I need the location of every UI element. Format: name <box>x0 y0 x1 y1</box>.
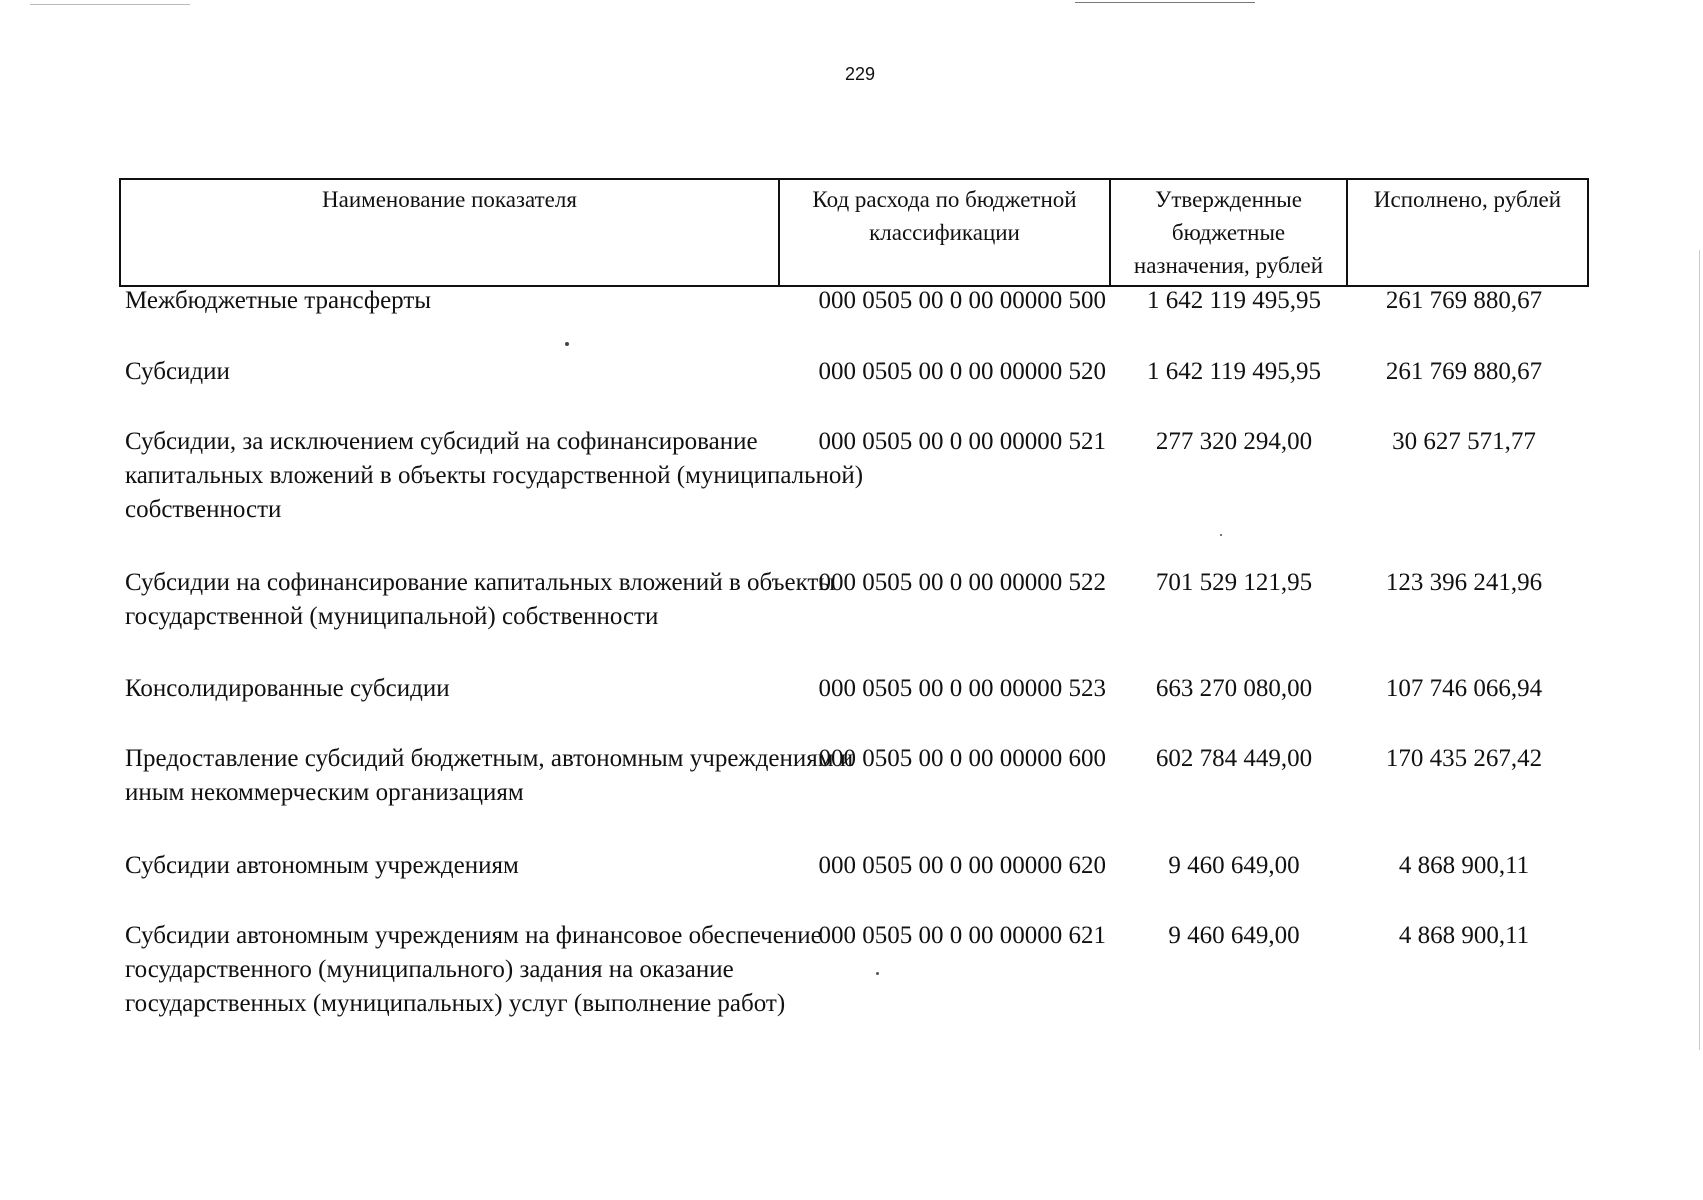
row-approved: 9 460 649,00 <box>1168 922 1300 949</box>
row-name: Субсидии автономным учреждениям на финансовое обеспечение государственного (муниципального) задания на оказание государственных (муниципальных) услуг (выполнение работ) <box>125 922 822 1017</box>
row-executed: 30 627 571,77 <box>1392 428 1536 455</box>
row-code: 000 0505 00 0 00 00000 600 <box>818 745 1106 772</box>
row-approved: 1 642 119 495,95 <box>1146 358 1322 385</box>
row-code: 000 0505 00 0 00 00000 521 <box>818 428 1106 455</box>
row-executed: 4 868 900,11 <box>1398 852 1530 879</box>
header-approved: Утвержденные бюджетные назначения, рублей <box>1110 179 1347 286</box>
row-code: 000 0505 00 0 00 00000 621 <box>818 922 1106 949</box>
row-code: 000 0505 00 0 00 00000 520 <box>818 358 1106 385</box>
row-approved: 602 784 449,00 <box>1155 745 1313 772</box>
row-code: 000 0505 00 0 00 00000 522 <box>818 569 1106 596</box>
header-code: Код расхода по бюджетной классификации <box>779 179 1110 286</box>
row-name: Консолидированные субсидии <box>125 675 450 702</box>
row-executed: 4 868 900,11 <box>1398 922 1530 949</box>
page-number: 229 <box>844 64 876 84</box>
row-name: Субсидии, за исключением субсидий на софинансирование капитальных вложений в объекты государственной (муниципальной) собственности <box>125 428 864 523</box>
row-approved: 701 529 121,95 <box>1155 569 1313 596</box>
row-executed: 107 746 066,94 <box>1385 675 1543 702</box>
table-header <box>119 178 1589 287</box>
row-name: Предоставление субсидий бюджетным, автономным учреждениям и иным некоммерческим организациям <box>125 745 854 806</box>
scan-artifact-dot <box>1220 534 1222 536</box>
row-executed: 261 769 880,67 <box>1385 358 1543 385</box>
row-executed: 123 396 241,96 <box>1385 569 1543 596</box>
scan-artifact-dot <box>876 972 879 975</box>
row-name: Межбюджетные трансферты <box>125 287 432 314</box>
row-approved: 663 270 080,00 <box>1155 675 1313 702</box>
header-executed: Исполнено, рублей <box>1347 179 1588 286</box>
row-code: 000 0505 00 0 00 00000 500 <box>818 287 1106 314</box>
header-name: Наименование показателя <box>120 179 779 286</box>
scan-artifact-top-left <box>30 4 190 5</box>
row-code: 000 0505 00 0 00 00000 523 <box>818 675 1106 702</box>
scan-artifact-dot <box>565 342 569 346</box>
row-name: Субсидии на софинансирование капитальных вложений в объекты государственной (муниципальной) собственности <box>125 569 836 630</box>
row-approved: 277 320 294,00 <box>1155 428 1313 455</box>
scan-artifact-top-line <box>1075 2 1255 3</box>
scan-artifact-right-edge <box>1699 250 1700 1050</box>
row-executed: 261 769 880,67 <box>1385 287 1543 314</box>
row-name: Субсидии автономным учреждениям <box>125 852 519 879</box>
row-executed: 170 435 267,42 <box>1385 745 1543 772</box>
row-approved: 9 460 649,00 <box>1168 852 1300 879</box>
row-code: 000 0505 00 0 00 00000 620 <box>818 852 1106 879</box>
row-name: Субсидии <box>125 358 230 385</box>
row-approved: 1 642 119 495,95 <box>1146 287 1322 314</box>
